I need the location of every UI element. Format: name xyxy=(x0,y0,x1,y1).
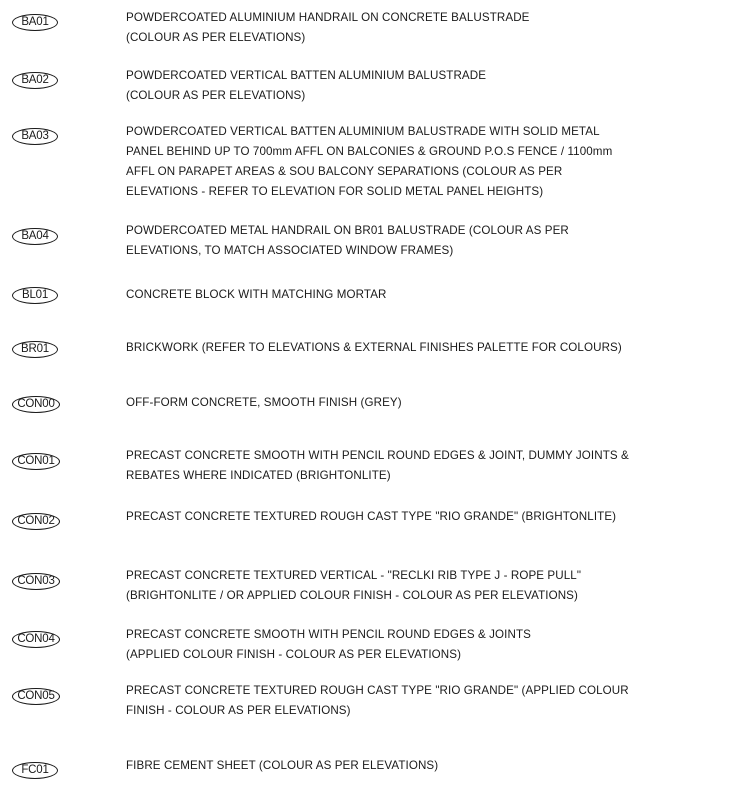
finish-code-tag: CON02 xyxy=(12,513,60,530)
finish-description xyxy=(126,122,716,202)
finish-code-tag: CON03 xyxy=(12,573,60,590)
description-line: OFF-FORM CONCRETE, SMOOTH FINISH (GREY) xyxy=(126,396,402,409)
description-line: ELEVATIONS - REFER TO ELEVATION FOR SOLID METAL PANEL HEIGHTS) xyxy=(126,185,544,198)
finish-code-tag: CON00 xyxy=(12,396,60,413)
description-line: POWDERCOATED ALUMINIUM HANDRAIL ON CONCRETE BALUSTRADE xyxy=(126,11,530,24)
description-line: FINISH - COLOUR AS PER ELEVATIONS) xyxy=(126,704,351,717)
finish-code-tag: BA02 xyxy=(12,72,58,89)
description-line: (COLOUR AS PER ELEVATIONS) xyxy=(126,31,306,44)
finish-description xyxy=(126,566,716,606)
finish-code-tag: CON04 xyxy=(12,631,60,648)
description-line: PRECAST CONCRETE TEXTURED VERTICAL - "RECLKI RIB TYPE J - ROPE PULL" xyxy=(126,569,582,582)
description-line: PRECAST CONCRETE TEXTURED ROUGH CAST TYPE "RIO GRANDE" (BRIGHTONLITE) xyxy=(126,510,617,523)
finish-code-tag: BR01 xyxy=(12,341,58,358)
finish-code-tag: FC01 xyxy=(12,762,58,779)
finish-description xyxy=(126,221,716,261)
description-line: (COLOUR AS PER ELEVATIONS) xyxy=(126,89,306,102)
description-line: PRECAST CONCRETE TEXTURED ROUGH CAST TYPE "RIO GRANDE" (APPLIED COLOUR xyxy=(126,684,629,697)
description-line: POWDERCOATED VERTICAL BATTEN ALUMINIUM BALUSTRADE WITH SOLID METAL xyxy=(126,125,600,138)
description-line: BRICKWORK (REFER TO ELEVATIONS & EXTERNAL FINISHES PALETTE FOR COLOURS) xyxy=(126,341,622,354)
finish-description xyxy=(126,681,716,721)
finish-code-tag: BA03 xyxy=(12,128,58,145)
description-line: FIBRE CEMENT SHEET (COLOUR AS PER ELEVATIONS) xyxy=(126,759,439,772)
finish-description xyxy=(126,756,716,776)
finish-description xyxy=(126,338,716,358)
description-line: CONCRETE BLOCK WITH MATCHING MORTAR xyxy=(126,288,387,301)
finish-description xyxy=(126,446,716,486)
finish-code-tag: BA04 xyxy=(12,228,58,245)
finish-description xyxy=(126,8,716,48)
finish-code-tag: CON05 xyxy=(12,688,60,705)
finish-code-tag: BL01 xyxy=(12,287,58,304)
finish-description xyxy=(126,393,716,413)
description-line: PRECAST CONCRETE SMOOTH WITH PENCIL ROUND EDGES & JOINTS xyxy=(126,628,531,641)
description-line: POWDERCOATED VERTICAL BATTEN ALUMINIUM BALUSTRADE xyxy=(126,69,487,82)
finish-code-tag: BA01 xyxy=(12,14,58,31)
finish-description xyxy=(126,285,716,305)
description-line: REBATES WHERE INDICATED (BRIGHTONLITE) xyxy=(126,469,391,482)
finish-code-tag: CON01 xyxy=(12,453,60,470)
finish-description xyxy=(126,507,716,527)
finish-description xyxy=(126,66,716,106)
description-line: (BRIGHTONLITE / OR APPLIED COLOUR FINISH - COLOUR AS PER ELEVATIONS) xyxy=(126,589,578,602)
finish-description xyxy=(126,625,716,665)
description-line: AFFL ON PARAPET AREAS & SOU BALCONY SEPARATIONS (COLOUR AS PER xyxy=(126,165,563,178)
description-line: (APPLIED COLOUR FINISH - COLOUR AS PER ELEVATIONS) xyxy=(126,648,462,661)
description-line: PANEL BEHIND UP TO 700mm AFFL ON BALCONIES & GROUND P.O.S FENCE / 1100mm xyxy=(126,145,613,158)
description-line: POWDERCOATED METAL HANDRAIL ON BR01 BALUSTRADE (COLOUR AS PER xyxy=(126,224,569,237)
description-line: PRECAST CONCRETE SMOOTH WITH PENCIL ROUND EDGES & JOINT, DUMMY JOINTS & xyxy=(126,449,629,462)
description-line: ELEVATIONS, TO MATCH ASSOCIATED WINDOW FRAMES) xyxy=(126,244,454,257)
